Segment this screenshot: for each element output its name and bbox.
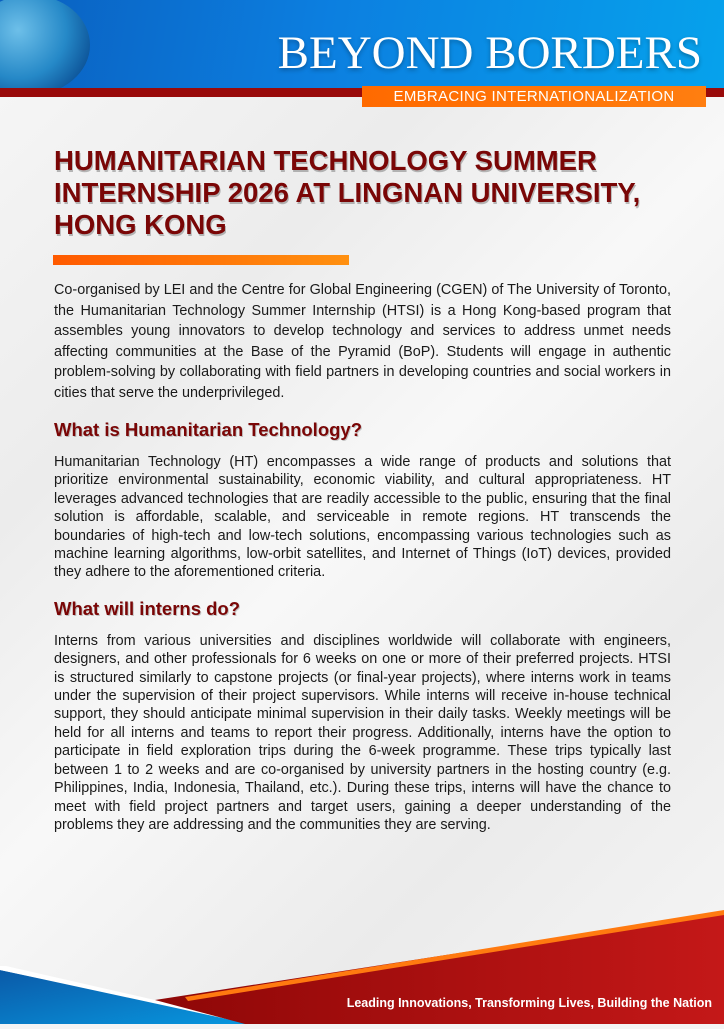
footer-banner (0, 900, 724, 1024)
page-title: HUMANITARIAN TECHNOLOGY SUMMER INTERNSHIP 2026 AT LINGNAN UNIVERSITY, HONG KONG (54, 145, 641, 240)
article-body (54, 280, 671, 834)
intro-paragraph: Co-organised by LEI and the Centre for Global Engineering (CGEN) of The University of Toronto, the Humanitarian Technology Summer Internship (HTSI) is a Hong Kong-based program that assembles young innovators to develop technology and services to address unmet needs affecting communities at the Base of the Pyramid (BoP). Students will engage in authentic problem-solving by collaborating with field partners in developing countries and social workers in cities that serve the underprivileged. (54, 282, 671, 401)
section-paragraph: Humanitarian Technology (HT) encompasses a wide range of products and solutions that prioritize environmental sustainability, economic viability, and cultural appropriateness. HT leverages advanced technologies that are readily accessible to the public, ensuring that the final solution is affordable, scalable, and serviceable in remote regions. HT transcends the boundaries of high-tech and low-tech solutions, encompassing various technologies such as machine learning algorithms, low-orbit satellites, and Internet of Things (IoT) devices, provided they adhere to the aforementioned criteria. (54, 454, 671, 581)
globe-image (0, 0, 90, 88)
section-paragraph: Interns from various universities and disciplines worldwide will collaborate with engineers, designers, and other professionals for 6 weeks on one or more of their preferred projects. HTSI is structured similarly to capstone projects (or final-year projects), where interns work in teams under the supervision of their project supervisors. While interns will receive in-house technical support, they should anticipate minimal supervision in their daily tasks. Weekly meetings will be held for all interns and teams to report their progress. Additionally, interns have the option to participate in field exploration trips during the 6-week programme. These trips typically last between 1 to 2 weeks and are co-organised by university partners in the hosting country (e.g. Philippines, India, Indonesia, Thailand, etc.). During these trips, interns will have the chance to meet with field project partners and target users, gaining a deeper understanding of the problems they are addressing and the communities they are serving. (54, 632, 671, 833)
brand-title: BEYOND BORDERS (277, 27, 702, 79)
header-banner (0, 0, 724, 88)
footer-slogan: Leading Innovations, Transforming Lives, Building the Nation (346, 996, 712, 1010)
section-heading: What is Humanitarian Technology? (54, 419, 363, 440)
section-heading: What will interns do? (54, 597, 241, 619)
tagline-badge: EMBRACING INTERNATIONALIZATION (362, 86, 706, 107)
title-underline (53, 255, 349, 265)
